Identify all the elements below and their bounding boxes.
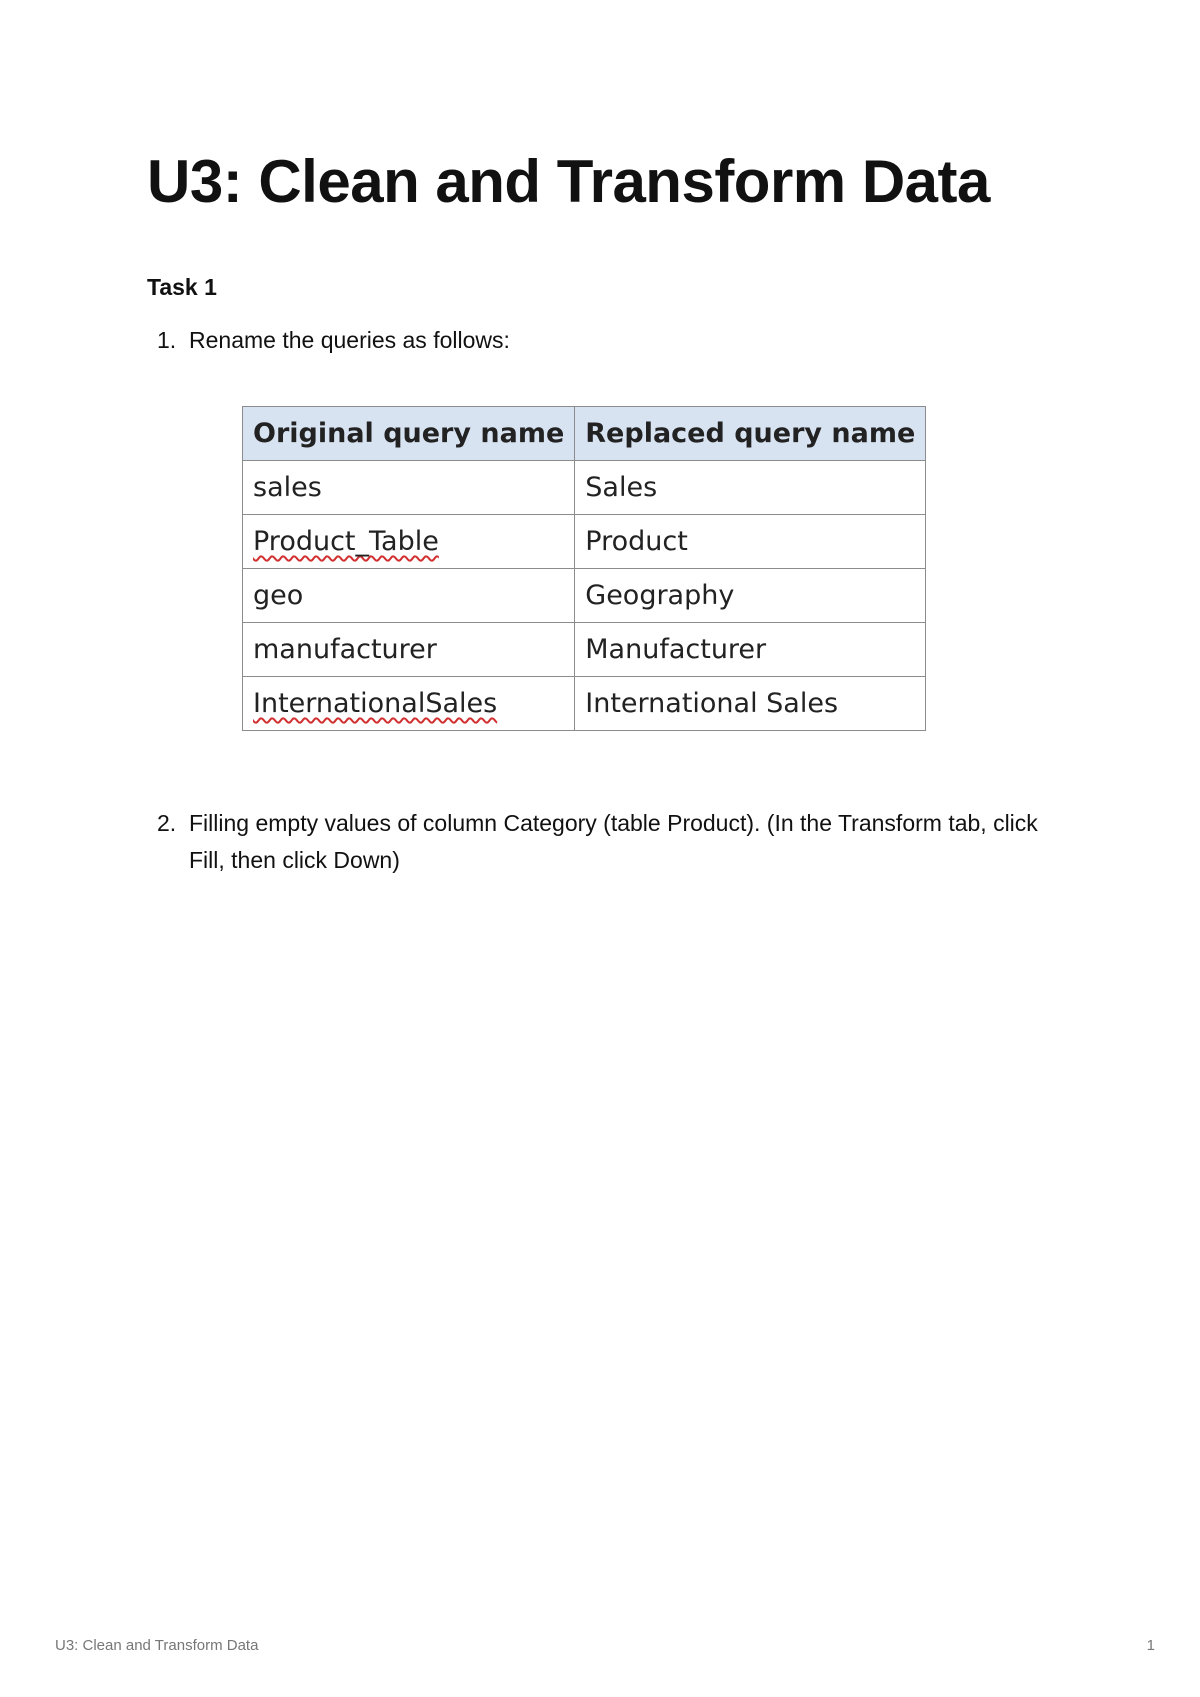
rename-table — [242, 406, 926, 731]
table-header-row — [243, 407, 926, 461]
table-cell: Sales — [575, 461, 926, 515]
table-cell — [243, 515, 575, 569]
page-number: 1 — [1146, 1637, 1155, 1654]
list-item — [147, 322, 1067, 359]
list-item — [147, 805, 1067, 879]
table-cell: sales — [243, 461, 575, 515]
table-row — [243, 461, 926, 515]
table-cell: International Sales — [575, 677, 926, 731]
table-cell: geo — [243, 569, 575, 623]
task-heading: Task 1 — [147, 274, 217, 300]
page-title: U3: Clean and Transform Data — [147, 148, 990, 215]
table-cell: Geography — [575, 569, 926, 623]
column-header-original: Original query name — [243, 407, 575, 461]
table-cell — [243, 677, 575, 731]
list-item-number: 2. — [157, 810, 177, 836]
table-cell: manufacturer — [243, 623, 575, 677]
list-item-text: Filling empty values of column Category (table Product). (In the Transform tab, click Fill, then click Down) — [189, 810, 1038, 873]
column-header-replaced: Replaced query name — [575, 407, 926, 461]
table-row — [243, 623, 926, 677]
table-cell: Manufacturer — [575, 623, 926, 677]
table-row — [243, 515, 926, 569]
list-item-number: 1. — [157, 327, 177, 353]
list-item-text: Rename the queries as follows: — [189, 327, 510, 353]
misspelled-text: InternationalSales — [253, 688, 498, 719]
footer-title: U3: Clean and Transform Data — [55, 1637, 259, 1654]
table-row — [243, 569, 926, 623]
misspelled-text: Product_Table — [253, 526, 439, 557]
table-row — [243, 677, 926, 731]
table-cell: Product — [575, 515, 926, 569]
